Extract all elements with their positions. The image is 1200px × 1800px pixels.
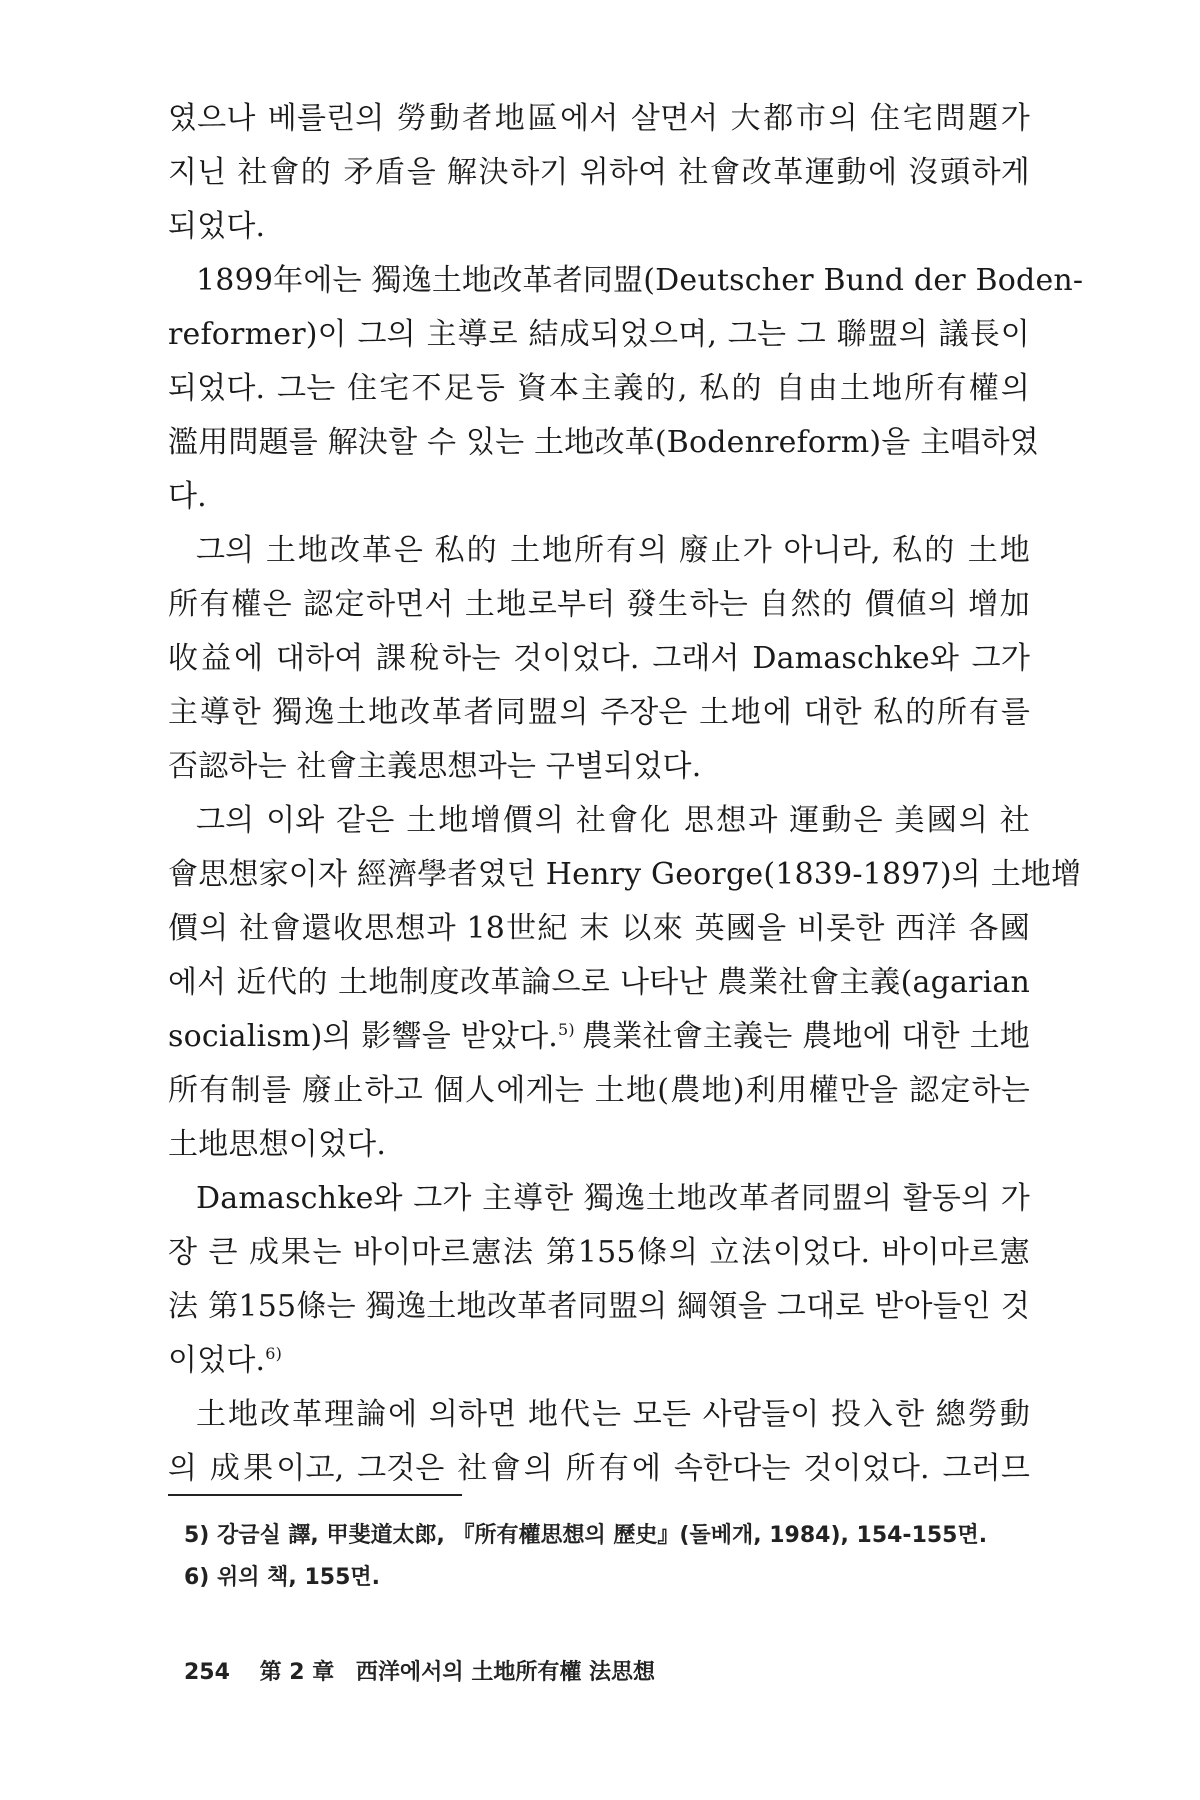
text-line: 價의 社會還收思想과 18世紀 末 以來 英國을 비롯한 西洋 各國 [168,911,1030,946]
text-line: 法 第155條는 獨逸土地改革者同盟의 綱領을 그대로 받아들인 것 [168,1289,1030,1324]
text-line: 에서 近代的 土地制度改革論으로 나타난 農業社會主義(agarian [168,965,1030,1000]
page-number: 254 [184,1660,230,1685]
text-line: Damaschke와 그가 主導한 獨逸土地改革者同盟의 활동의 가 [196,1181,1030,1216]
text-line: 否認하는 社會主義思想과는 구별되었다. [168,749,702,784]
text-line: 장 큰 成果는 바이마르憲法 第155條의 立法이었다. 바이마르憲 [168,1235,1030,1270]
text-line: 會思想家이자 經濟學者였던 Henry George(1839-1897)의 土地增 [168,857,1082,892]
text-line: 그의 土地改革은 私的 土地所有의 廢止가 아니라, 私的 土地 [196,533,1030,568]
text-line: 土地思想이었다. [168,1127,387,1162]
chapter-title: 西洋에서의 土地所有權 法思想 [355,1660,655,1685]
text-line: reformer)이 그의 主導로 結成되었으며, 그는 그 聯盟의 議長이 [168,317,1030,352]
text-line: 濫用問題를 解決할 수 있는 土地改革(Bodenreform)을 主唱하였 [168,425,1039,460]
footnote-6: 6) 위의 책, 155면. [184,1565,380,1590]
text-segment: 이었다. [168,1343,266,1378]
text-segment: 農業社會主義는 農地에 대한 土地 [582,1019,1030,1054]
text-line: 所有權은 認定하면서 土地로부터 發生하는 自然的 價値의 增加 [168,587,1030,622]
text-line [168,1010,1030,1064]
text-segment: socialism)의 影響을 받았다. [168,1019,558,1054]
text-line: 였으나 베를린의 勞動者地區에서 살면서 大都市의 住宅問題가 [168,101,1030,136]
text-line: 다. [168,479,207,514]
text-line [168,1334,1030,1388]
footnote-ref: 6) [265,1344,283,1363]
footnote-divider [168,1494,462,1496]
text-line: 主導한 獨逸土地改革者同盟의 주장은 土地에 대한 私的所有를 [168,695,1030,730]
chapter-label: 第 2 章 [259,1660,335,1685]
text-line: 지닌 社會的 矛盾을 解決하기 위하여 社會改革運動에 沒頭하게 [168,155,1030,190]
text-line: 되었다. 그는 住宅不足등 資本主義的, 私的 自由土地所有權의 [168,371,1030,406]
footnote-5: 5) 강금실 譯, 甲斐道太郎, 『所有權思想의 歷史』(돌베개, 1984), 154-155면. [184,1523,988,1548]
footnote-ref: 5) [557,1020,575,1039]
text-line: 1899年에는 獨逸土地改革者同盟(Deutscher Bund der Boden- [196,263,1084,298]
text-line: 收益에 대하여 課稅하는 것이었다. 그래서 Damaschke와 그가 [168,641,1030,676]
text-line: 그의 이와 같은 土地增價의 社會化 思想과 運動은 美國의 社 [196,803,1030,838]
text-line: 되었다. [168,209,266,244]
text-line: 의 成果이고, 그것은 社會의 所有에 속한다는 것이었다. 그러므 [168,1451,1030,1486]
text-line: 所有制를 廢止하고 個人에게는 土地(農地)利用權만을 認定하는 [168,1073,1030,1108]
page-footer [184,1655,655,1686]
text-line: 土地改革理論에 의하면 地代는 모든 사람들이 投入한 總勞動 [196,1397,1030,1432]
